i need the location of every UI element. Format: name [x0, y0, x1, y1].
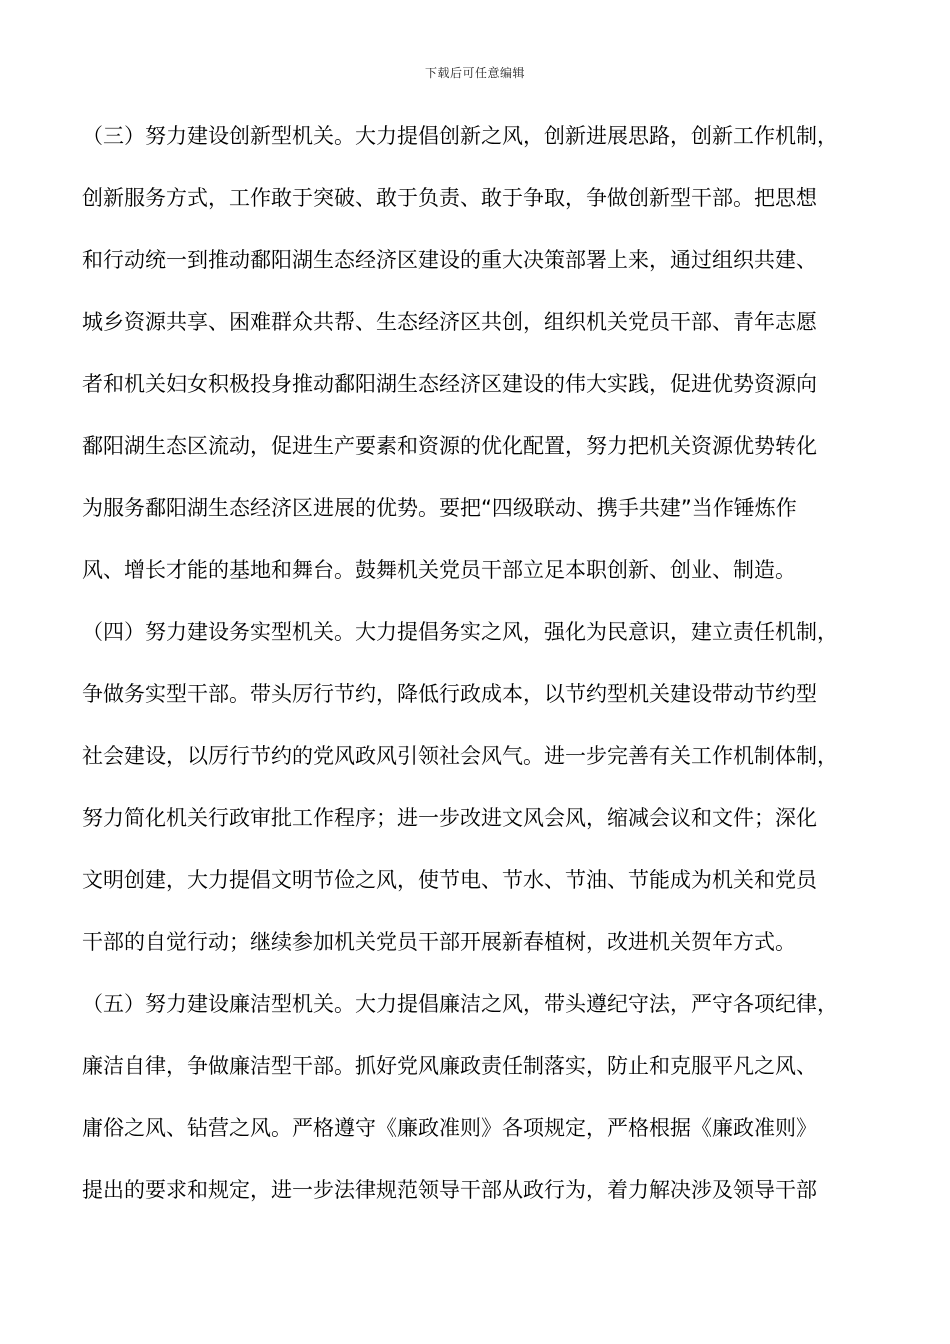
text-line: 创新服务方式，工作敢于突破、敢于负责、敢于争取，争做创新型干部。把思想 [82, 186, 817, 210]
text-line: 争做务实型干部。带头厉行节约，降低行政成本，以节约型机关建设带动节约型 [82, 682, 817, 706]
document-body [82, 118, 882, 1234]
text-line: 为服务鄱阳湖生态经济区进展的优势。要把“四级联动、携手共建”当作锤炼作 [82, 496, 797, 520]
page-header-note: 下载后可任意编辑 [424, 66, 525, 80]
text-line: （三）努力建设创新型机关。大力提倡创新之风，创新进展思路，创新工作机制， [82, 124, 838, 148]
text-line: 鄱阳湖生态区流动，促进生产要素和资源的优化配置，努力把机关资源优势转化 [82, 434, 817, 458]
text-line: 和行动统一到推动鄱阳湖生态经济区建设的重大决策部署上来，通过组织共建、 [82, 248, 817, 272]
text-line: 努力简化机关行政审批工作程序；进一步改进文风会风，缩减会议和文件；深化 [82, 806, 817, 830]
text-line: 庸俗之风、钻营之风。严格遵守《廉政准则》各项规定，严格根据《廉政准则》 [82, 1116, 817, 1140]
text-line: 者和机关妇女积极投身推动鄱阳湖生态经济区建设的伟大实践，促进优势资源向 [82, 372, 817, 396]
text-line: 提出的要求和规定，进一步法律规范领导干部从政行为，着力解决涉及领导干部 [82, 1178, 817, 1202]
text-line: （五）努力建设廉洁型机关。大力提倡廉洁之风，带头遵纪守法，严守各项纪律， [82, 992, 838, 1016]
text-line: 风、增长才能的基地和舞台。鼓舞机关党员干部立足本职创新、创业、制造。 [82, 558, 796, 582]
text-line: 廉洁自律，争做廉洁型干部。抓好党风廉政责任制落实，防止和克服平凡之风、 [82, 1054, 817, 1078]
text-line: 文明创建，大力提倡文明节俭之风，使节电、节水、节油、节能成为机关和党员 [82, 868, 817, 892]
text-line: 社会建设，以厉行节约的党风政风引领社会风气。进一步完善有关工作机制体制， [82, 744, 838, 768]
text-line: （四）努力建设务实型机关。大力提倡务实之风，强化为民意识，建立责任机制， [82, 620, 838, 644]
text-line: 城乡资源共享、困难群众共帮、生态经济区共创，组织机关党员干部、青年志愿 [82, 310, 817, 334]
text-line: 干部的自觉行动；继续参加机关党员干部开展新春植树，改进机关贺年方式。 [82, 930, 796, 954]
